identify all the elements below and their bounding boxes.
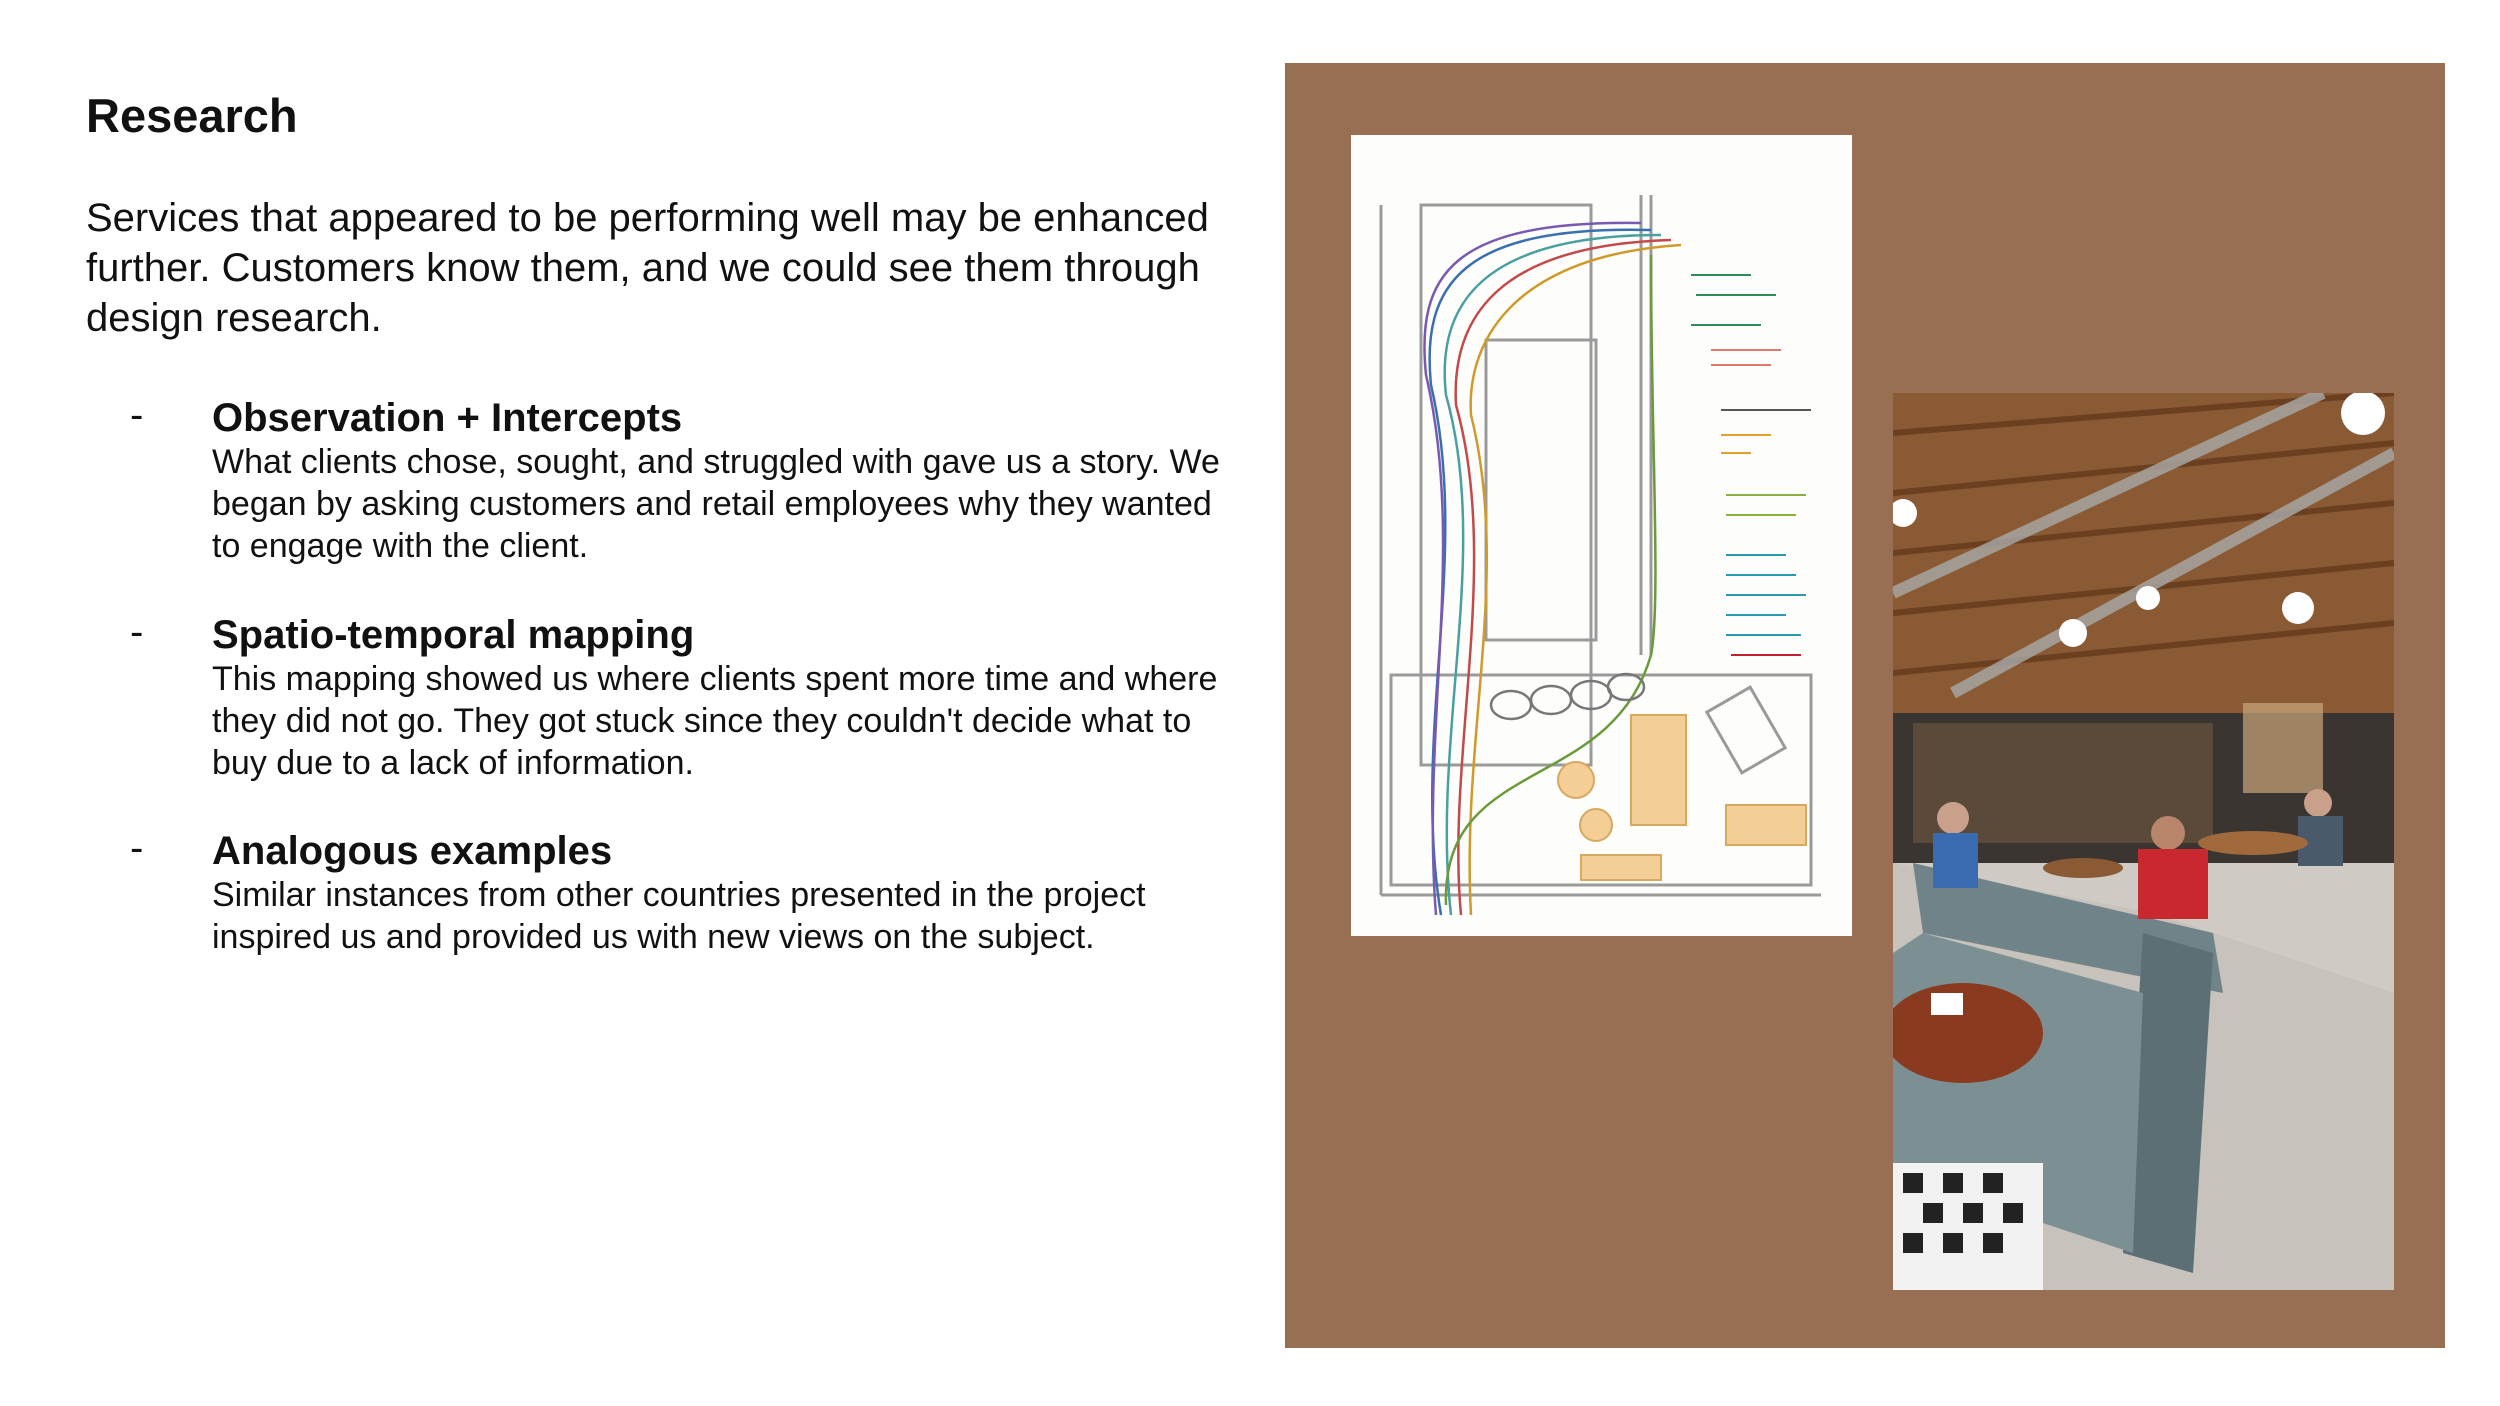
item-body: This mapping showed us where clients spent more time and where they did not go. They got stuck since they couldn't decide what to buy due to a lack of information. xyxy=(212,660,1218,782)
item-body: What clients chose, sought, and struggled with gave us a story. We began by asking customers and retail employees why they wanted to engage with the client. xyxy=(212,443,1220,565)
intro-paragraph: Services that appeared to be performing well may be enhanced further. Customers know them, and we could see them through design research. xyxy=(86,196,1209,340)
bullet-dash: - xyxy=(130,610,144,654)
cafe-interior-photo xyxy=(1893,393,2394,1290)
bullet-dash: - xyxy=(130,393,144,437)
item-heading: Spatio-temporal mapping xyxy=(212,613,695,657)
item-heading: Analogous examples xyxy=(212,829,613,873)
store-map-sketch-image xyxy=(1351,135,1852,936)
bullet-dash: - xyxy=(130,826,144,870)
slide-title: Research xyxy=(86,89,298,142)
item-body: Similar instances from other countries presented in the project inspired us and provided us with new views on the subject. xyxy=(212,876,1146,956)
item-heading: Observation + Intercepts xyxy=(212,396,683,440)
